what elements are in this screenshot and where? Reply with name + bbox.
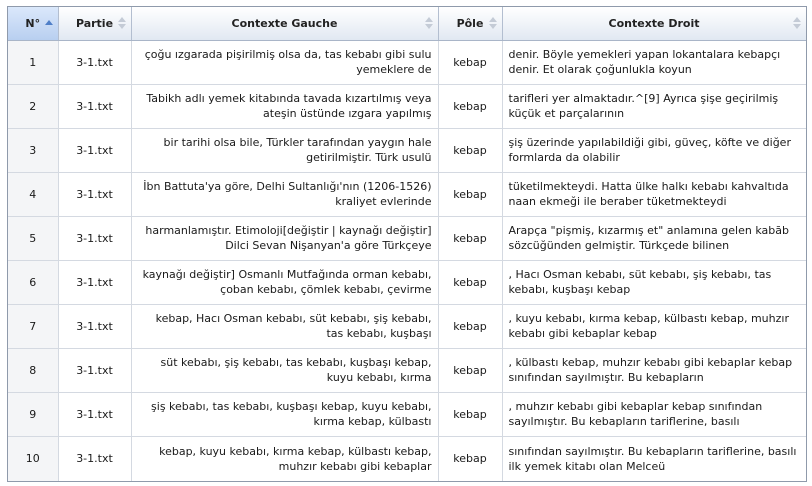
column-header-n[interactable]	[8, 7, 58, 40]
left-context-cell: süt kebabı, şiş kebabı, tas kebabı, kuşbaşı kebap, kuyu kebabı, kırma	[131, 348, 438, 392]
column-header-pole[interactable]	[438, 7, 502, 40]
pole-cell: kebap	[438, 84, 502, 128]
row-number-cell: 4	[8, 172, 58, 216]
partie-cell: 3-1.txt	[58, 84, 131, 128]
table-body	[8, 40, 806, 481]
table-row[interactable]	[8, 40, 806, 84]
left-context-cell: şiş kebabı, tas kebabı, kuşbaşı kebap, kuyu kebabı, kırma kebap, külbastı	[131, 392, 438, 436]
column-header-label: Partie	[75, 16, 114, 30]
row-number-cell: 6	[8, 260, 58, 304]
pole-cell: kebap	[438, 392, 502, 436]
partie-cell: 3-1.txt	[58, 304, 131, 348]
row-number-cell: 10	[8, 436, 58, 481]
column-header-partie[interactable]	[58, 7, 131, 40]
row-number-cell: 5	[8, 216, 58, 260]
header-row	[8, 7, 806, 40]
left-context-cell: kaynağı değiştir] Osmanlı Mutfağında orman kebabı, çoban kebabı, çömlek kebabı, çevirme	[131, 260, 438, 304]
table-row[interactable]	[8, 392, 806, 436]
sort-icon[interactable]	[425, 17, 433, 29]
right-context-cell: , kuyu kebabı, kırma kebap, külbastı kebap, muhzır kebabı gibi kebaplar kebap	[502, 304, 806, 348]
partie-cell: 3-1.txt	[58, 172, 131, 216]
pole-cell: kebap	[438, 304, 502, 348]
row-number-cell: 9	[8, 392, 58, 436]
table-header	[8, 7, 806, 40]
right-context-cell: tarifleri yer almaktadır.^[9] Ayrıca şişe geçirilmiş küçük et parçalarının	[502, 84, 806, 128]
left-context-cell: Tabikh adlı yemek kitabında tavada kızartılmış veya ateşin üstünde ızgara yapılmış	[131, 84, 438, 128]
table-row[interactable]	[8, 304, 806, 348]
sort-ascending-icon[interactable]	[45, 17, 53, 29]
right-context-cell: denir. Böyle yemekleri yapan lokantalara kebapçı denir. Et olarak çoğunlukla koyun	[502, 40, 806, 84]
table-row[interactable]	[8, 172, 806, 216]
table-row[interactable]	[8, 128, 806, 172]
column-header-left[interactable]	[131, 7, 438, 40]
left-context-cell: İbn Battuta'ya göre, Delhi Sultanlığı'nın (1206-1526) kraliyet evlerinde	[131, 172, 438, 216]
pole-cell: kebap	[438, 348, 502, 392]
concordance-grid	[7, 6, 807, 482]
pole-cell: kebap	[438, 436, 502, 481]
row-number-cell: 8	[8, 348, 58, 392]
right-context-cell: şiş üzerinde yapılabildiği gibi, güveç, köfte ve diğer formlarda da olabilir	[502, 128, 806, 172]
pole-cell: kebap	[438, 128, 502, 172]
right-context-cell: sınıfından sayılmıştır. Bu kebapların tariflerine, basılı ilk yemek kitabı olan Melceü	[502, 436, 806, 481]
right-context-cell: , külbastı kebap, muhzır kebabı gibi kebaplar kebap sınıfından sayılmıştır. Bu kebapların	[502, 348, 806, 392]
sort-icon[interactable]	[793, 17, 801, 29]
column-header-label: Pôle	[456, 16, 484, 30]
left-context-cell: bir tarihi olsa bile, Türkler tarafından yaygın hale getirilmiştir. Türk usulü	[131, 128, 438, 172]
sort-icon[interactable]	[118, 17, 126, 29]
row-number-cell: 1	[8, 40, 58, 84]
right-context-cell: , Hacı Osman kebabı, süt kebabı, şiş kebabı, tas kebabı, kuşbaşı kebap	[502, 260, 806, 304]
pole-cell: kebap	[438, 172, 502, 216]
column-header-label: Contexte Gauche	[231, 16, 338, 30]
left-context-cell: kebap, kuyu kebabı, kırma kebap, külbastı kebap, muhzır kebabı gibi kebaplar	[131, 436, 438, 481]
concordance-table	[8, 7, 807, 482]
partie-cell: 3-1.txt	[58, 216, 131, 260]
left-context-cell: kebap, Hacı Osman kebabı, süt kebabı, şiş kebabı, tas kebabı, kuşbaşı	[131, 304, 438, 348]
left-context-cell: çoğu ızgarada pişirilmiş olsa da, tas kebabı gibi sulu yemeklere de	[131, 40, 438, 84]
pole-cell: kebap	[438, 216, 502, 260]
table-row[interactable]	[8, 348, 806, 392]
partie-cell: 3-1.txt	[58, 348, 131, 392]
partie-cell: 3-1.txt	[58, 40, 131, 84]
table-row[interactable]	[8, 216, 806, 260]
right-context-cell: tüketilmekteydi. Hatta ülke halkı kebabı kahvaltıda naan ekmeği ile beraber tüketmekteydi	[502, 172, 806, 216]
right-context-cell: , muhzır kebabı gibi kebaplar kebap sınıfından sayılmıştır. Bu kebapların tariflerine, basılı	[502, 392, 806, 436]
pole-cell: kebap	[438, 40, 502, 84]
left-context-cell: harmanlamıştır. Etimoloji[değiştir | kaynağı değiştir] Dilci Sevan Nişanyan'a göre Türkçeye	[131, 216, 438, 260]
row-number-cell: 2	[8, 84, 58, 128]
column-header-label: N°	[25, 16, 41, 30]
row-number-cell: 7	[8, 304, 58, 348]
sort-icon[interactable]	[489, 17, 497, 29]
table-row[interactable]	[8, 260, 806, 304]
partie-cell: 3-1.txt	[58, 436, 131, 481]
table-row[interactable]	[8, 84, 806, 128]
partie-cell: 3-1.txt	[58, 392, 131, 436]
partie-cell: 3-1.txt	[58, 260, 131, 304]
column-header-label: Contexte Droit	[608, 16, 700, 30]
table-row[interactable]	[8, 436, 806, 481]
pole-cell: kebap	[438, 260, 502, 304]
right-context-cell: Arapça "pişmiş, kızarmış et" anlamına gelen kabāb sözcüğünden gelmiştir. Türkçede bilinen	[502, 216, 806, 260]
row-number-cell: 3	[8, 128, 58, 172]
partie-cell: 3-1.txt	[58, 128, 131, 172]
column-header-right[interactable]	[502, 7, 806, 40]
